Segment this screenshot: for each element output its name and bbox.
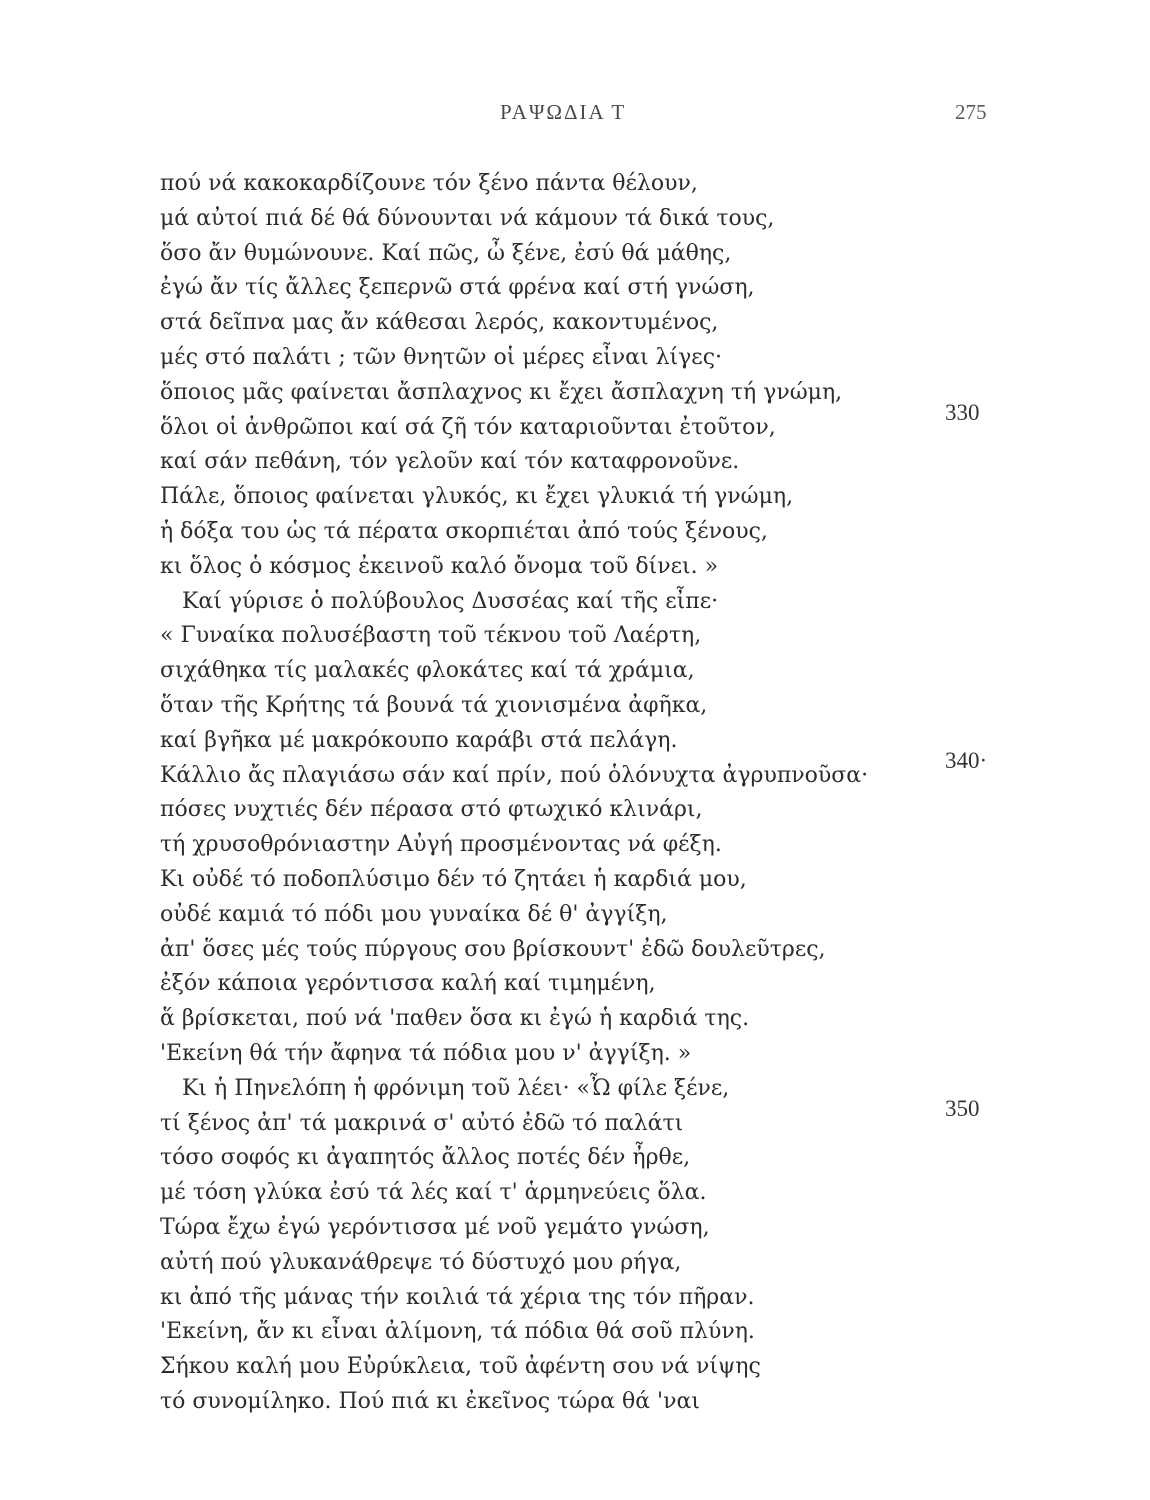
verse-line: ἀπ' ὅσες μές τούς πύργους σου βρίσκουντ' ἐδῶ δουλεῦτρες, bbox=[160, 936, 826, 962]
verse-line: οὐδέ καμιά τό πόδι μου γυναίκα δέ θ' ἀγγίξη, bbox=[160, 901, 668, 927]
verse-line: ἐξόν κάποια γερόντισσα καλή καί τιμημένη, bbox=[160, 971, 656, 997]
verse-line: πού νά κακοκαρδίζουνε τόν ξένο πάντα θέλουν, bbox=[160, 171, 698, 196]
verse-line: τό συνομίληκο. Πού πιά κι ἐκεῖνος τώρα θά 'ναι bbox=[160, 1388, 700, 1414]
verse-line: τί ξένος ἀπ' τά μακρινά σ' αὐτό ἐδῶ τό παλάτι bbox=[160, 1110, 684, 1136]
verse-line: « Γυναίκα πολυσέβαστη τοῦ τέκνου τοῦ Λαέρτη, bbox=[160, 623, 702, 649]
verse-line: ὅποιος μᾶς φαίνεται ἄσπλαχνος κι ἔχει ἄσπλαχνη τή γνώμη, bbox=[160, 379, 843, 405]
verse-line: καί βγῆκα μέ μακρόκουπο καράβι στά πελάγη. bbox=[160, 727, 678, 753]
verse-line: 'Εκείνη θά τήν ἄφηνα τά πόδια μου ν' ἀγγίξη. » bbox=[160, 1040, 692, 1066]
running-head bbox=[0, 100, 1150, 130]
page-number: 275 bbox=[955, 100, 987, 124]
verse-line: ὅσο ἄν θυμώνουνε. Καί πῶς, ὦ ξένε, ἐσύ θά μάθης, bbox=[160, 240, 732, 266]
verse-line: ὅταν τῆς Κρήτης τά βουνά τά χιονισμένα ἀφῆκα, bbox=[160, 692, 708, 718]
verse-line: στά δεῖπνα μας ἄν κάθεσαι λερός, κακοντυμένος, bbox=[160, 310, 719, 336]
verse-line: Κι οὐδέ τό ποδοπλύσιμο δέν τό ζητάει ἡ καρδιά μου, bbox=[160, 866, 747, 892]
verse-block bbox=[160, 167, 880, 1420]
line-number: 330 bbox=[945, 400, 980, 425]
verse-line: μά αὐτοί πιά δέ θά δύνουνται νά κάμουν τά δικά τους, bbox=[160, 205, 775, 231]
line-number: 340· bbox=[945, 748, 988, 773]
verse-line: κι ὅλος ὁ κόσμος ἐκεινοῦ καλό ὄνομα τοῦ δίνει. » bbox=[160, 553, 719, 579]
verse-line: σιχάθηκα τίς μαλακές φλοκάτες καί τά χράμια, bbox=[160, 658, 695, 684]
verse-line: ἐγώ ἄν τίς ἄλλες ξεπερνῶ στά φρένα καί στή γνώση, bbox=[160, 275, 755, 301]
verse-line: Κάλλιο ἄς πλαγιάσω σάν καί πρίν, πού ὁλόνυχτα ἀγρυπνοῦσα· bbox=[160, 762, 869, 788]
verse-line: τόσο σοφός κι ἀγαπητός ἄλλος ποτές δέν ἦρθε, bbox=[160, 1145, 691, 1171]
verse-line: ἡ δόξα του ὡς τά πέρατα σκορπιέται ἀπό τούς ξένους, bbox=[160, 518, 768, 544]
verse-line: Καί γύρισε ὁ πολύβουλος Δυσσέας καί τῆς εἶπε· bbox=[182, 588, 719, 614]
verse-line: 'Εκείνη, ἄν κι εἶναι ἀλίμονη, τά πόδια θά σοῦ πλύνη. bbox=[160, 1319, 755, 1345]
verse-line: αὐτή πού γλυκανάθρεψε τό δύστυχό μου ρήγα, bbox=[160, 1249, 682, 1275]
verse-line: Σήκου καλή μου Εὐρύκλεια, τοῦ ἀφέντη σου νά νίψης bbox=[160, 1354, 761, 1380]
verse-line: τή χρυσοθρόνιαστην Αὐγή προσμένοντας νά φέξη. bbox=[160, 832, 722, 858]
verse-line: πόσες νυχτιές δέν πέρασα στό φτωχικό κλινάρι, bbox=[160, 797, 703, 823]
running-title: ΡΑΨΩΔΙΑ Τ bbox=[500, 100, 627, 124]
verse-line: κι ἀπό τῆς μάνας τήν κοιλιά τά χέρια της τόν πῆραν. bbox=[160, 1284, 755, 1310]
verse-line: Κι ἡ Πηνελόπη ἡ φρόνιμη τοῦ λέει· «Ὦ φίλε ξένε, bbox=[182, 1075, 730, 1101]
line-number: 350 bbox=[945, 1096, 980, 1121]
verse-line: μέ τόση γλύκα ἐσύ τά λές καί τ' ἁρμηνεύεις ὅλα. bbox=[160, 1180, 707, 1206]
verse-line: Τώρα ἔχω ἐγώ γερόντισσα μέ νοῦ γεμάτο γνώση, bbox=[160, 1214, 710, 1240]
verse-line: ὅλοι οἱ ἀνθρῶποι καί σά ζῆ τόν καταριοῦνται ἐτοῦτον, bbox=[160, 414, 776, 440]
verse-line: ἅ βρίσκεται, πού νά 'παθεν ὅσα κι ἐγώ ἡ καρδιά της. bbox=[160, 1006, 750, 1032]
verse-line: καί σάν πεθάνη, τόν γελοῦν καί τόν καταφρονοῦνε. bbox=[160, 449, 740, 475]
verse-line: μές στό παλάτι ; τῶν θνητῶν οἱ μέρες εἶναι λίγες· bbox=[160, 344, 723, 370]
verse-line: Πάλε, ὅποιος φαίνεται γλυκός, κι ἔχει γλυκιά τή γνώμη, bbox=[160, 484, 794, 510]
